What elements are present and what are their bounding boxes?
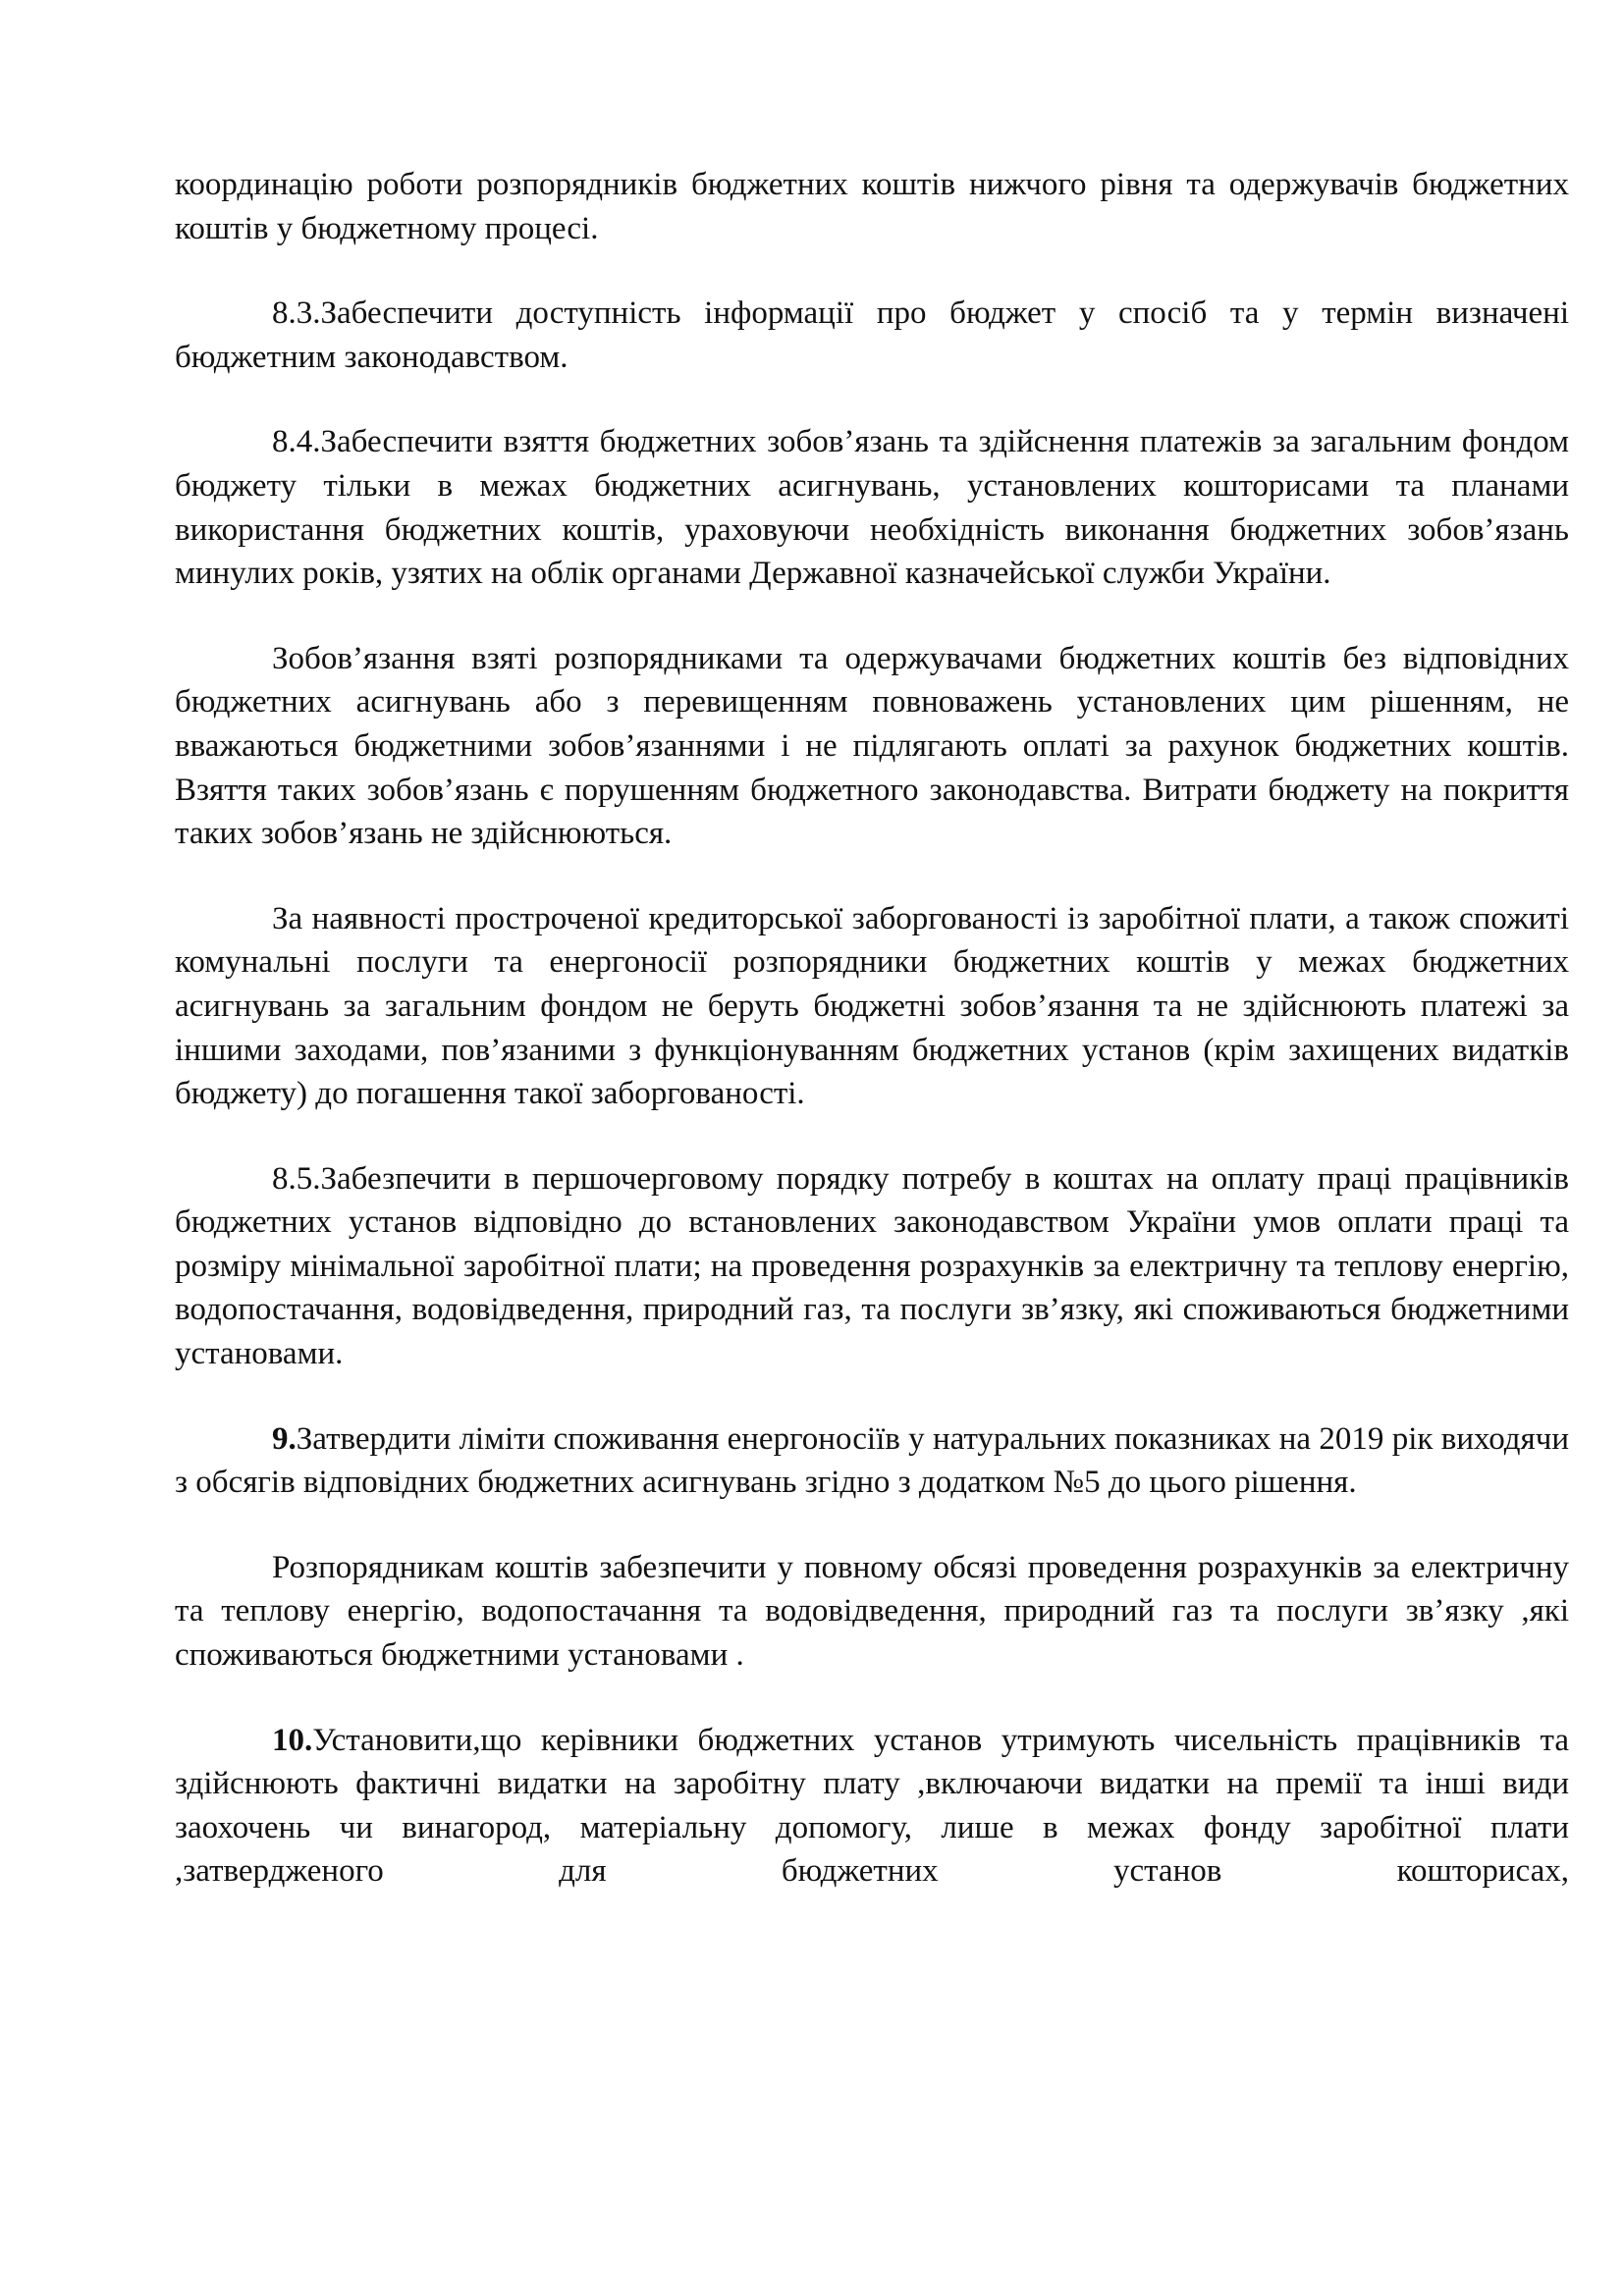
paragraph-text: Установити,що керівники бюджетних установ утримують чисельність працівників та здійснюють фактичні видатки на заробітну плату ,включаючи видатки на премії та інші види заохочень чи винагород, матеріальну допомогу, лише в межах фонду заробітної плати ,затвердженого для бюджетних установ кошторисах, xyxy=(175,1722,1569,1890)
paragraph-text: Розпорядникам коштів забезпечити у повному обсязі проведення розрахунків за електричну та теплову енергію, водопостачання та водовідведення, природний газ та послуги зв’язку ,які споживаються бюджетними установами . xyxy=(175,1549,1569,1674)
paragraph-text: 8.5.Забезпечити в першочерговому порядку потребу в коштах на оплату праці працівників бюджетних установ відповідно до встановлених законодавством України умов оплати праці та розміру мінімальної заробітної плати; на проведення розрахунків за електричну та теплову енергію, водопостачання, водовідведення, природний газ, та послуги зв’язку, які споживаються бюджетними установами. xyxy=(175,1160,1569,1372)
paragraph-text: координацію роботи розпорядників бюджетних коштів нижчого рівня та одержувачів бюджетних коштів у бюджетному процесі. xyxy=(175,167,1569,246)
paragraph-obligations xyxy=(175,637,1569,856)
document-body xyxy=(175,163,1569,1935)
paragraph-10 xyxy=(175,1719,1569,1894)
paragraph-text: 8.3.Забеспечити доступність інформації про бюджет у спосіб та у термін визначені бюджетним законодавством. xyxy=(175,295,1569,375)
paragraph-8-5 xyxy=(175,1157,1569,1376)
paragraph-number: 10. xyxy=(272,1722,313,1758)
paragraph-9 xyxy=(175,1417,1569,1505)
paragraph-text: 8.4.Забеспечити взяття бюджетних зобов’язань та здійснення платежів за загальним фондом бюджету тільки в межах бюджетних асигнувань, установлених кошторисами та планами використання бюджетних коштів, ураховуючи необхідність виконання бюджетних зобов’язань минулих років, узятих на облік органами Державної казначейської служби України. xyxy=(175,424,1569,592)
paragraph-number: 9. xyxy=(272,1420,297,1457)
paragraph-text: Зобов’язання взяті розпорядниками та одержувачами бюджетних коштів без відповідних бюджетних асигнувань або з перевищенням повноважень установлених цим рішенням, не вважаються бюджетними зобов’язаннями і не підлягають оплаті за рахунок бюджетних коштів. Взяття таких зобов’язань є порушенням бюджетного законодавства. Витрати бюджету на покриття таких зобов’язань не здійснюються. xyxy=(175,640,1569,852)
paragraph-8-4 xyxy=(175,420,1569,595)
paragraph-text: Затвердити ліміти споживання енергоносіїв у натуральних показниках на 2019 рік виходячи з обсягів відповідних бюджетних асигнувань згідно з додатком №5 до цього рішення. xyxy=(175,1420,1569,1501)
paragraph-text: За наявності простроченої кредиторської заборгованості із заробітної плати, а також спожиті комунальні послуги та енергоносії розпорядники бюджетних коштів у межах бюджетних асигнувань за загальним фондом не беруть бюджетні зобов’язання та не здійснюють платежі за іншими заходами, пов’язаними з функціонуванням бюджетних установ (крім захищених видатків бюджету) до погашення такої заборгованості. xyxy=(175,900,1569,1112)
paragraph-continuation xyxy=(175,163,1569,250)
paragraph-8-3 xyxy=(175,292,1569,379)
paragraph-energy-payments xyxy=(175,1546,1569,1678)
paragraph-overdue-debt xyxy=(175,897,1569,1116)
